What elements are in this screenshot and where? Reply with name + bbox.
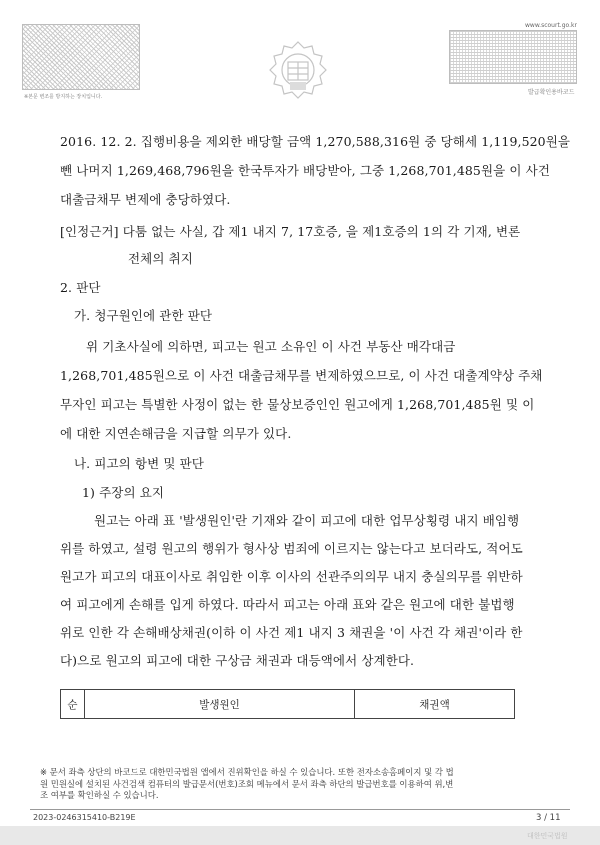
body-line: 위를 하였고, 설령 원고의 행위가 형사상 범죄에 이르지는 않는다고 보더라도, 적어도 [60,541,523,556]
right-barcode-caption: 발급확인용바코드 [528,89,575,96]
sub-heading: 가. 청구원인에 관한 판단 [74,308,213,323]
verification-barcode-right [449,30,577,84]
claims-table-header [60,689,515,719]
basis-line: 전체의 취지 [128,251,193,266]
sub-heading: 나. 피고의 항변 및 판단 [74,456,204,471]
body-line: 다)으로 원고의 피고에 대한 구상금 채권과 대등액에서 상계한다. [60,653,415,668]
table-header-index: 순 [61,690,85,718]
body-line: 무자인 피고는 특별한 사정이 없는 한 물상보증인인 원고에게 1,268,701,485원 및 이 [60,397,535,412]
sub-sub-heading: 1) 주장의 요지 [82,485,165,500]
footer-bar [0,826,600,845]
notice-line: 조 여부를 확인하실 수 있습니다. [40,790,159,800]
notice-line: ※ 문서 좌측 상단의 바코드로 대한민국법원 앱에서 진위확인을 하실 수 있습니다. 또한 전자소송홈페이지 및 각 법 [40,767,454,777]
verification-notice [40,767,560,807]
court-emblem-icon [260,38,336,102]
section-heading: 2. 판단 [60,280,101,295]
body-line: 위로 인한 각 손해배상채권(이하 이 사건 제1 내지 3 채권을 '이 사건 각 채권'이라 한 [60,625,523,640]
footer-divider [30,809,570,810]
body-line: 원고가 피고의 대표이사로 취임한 이후 이사의 선관주의의무 내지 충실의무를 위반하 [60,569,523,584]
left-barcode-caption: ※본문 변조를 방지하는 장치입니다. [24,94,103,100]
body-line: 원고는 아래 표 '발생원인'란 기재와 같이 피고에 대한 업무상횡령 내지 배임행 [94,513,520,528]
body-line: 뺀 나머지 1,269,468,796원을 한국투자가 배당받아, 그중 1,268,701,485원을 이 사건 [60,163,551,178]
issue-number: 2023-0246315410-B219E [33,813,136,822]
page-number: 3 / 11 [536,813,561,823]
table-header-amount: 채권액 [419,698,450,711]
body-line: 여 피고에게 손해를 입게 하였다. 따라서 피고는 아래 표와 같은 원고에 대한 불법행 [60,597,515,612]
table-header-cause: 발생원인 [85,690,355,718]
verification-barcode-left [22,24,140,90]
body-line: 대출금채무 변제에 충당하였다. [60,192,231,207]
issuer-name: 대한민국법원 [527,832,568,840]
body-line: 에 대한 지연손해금을 지급할 의무가 있다. [60,426,292,441]
notice-line: 원 민원실에 설치된 사건검색 컴퓨터의 발급문서(번호)조회 메뉴에서 문서 좌측 하단의 발급번호를 이용하여 위,변 [40,778,454,789]
basis-line: [인정근거] 다툼 없는 사실, 갑 제1 내지 7, 17호증, 을 제1호증의 1의 각 기재, 변론 [60,224,521,239]
body-line: 1,268,701,485원으로 이 사건 대출금채무를 변제하였으므로, 이 사건 대출계약상 주채 [60,368,543,383]
court-site-url: www.scourt.go.kr [525,22,577,29]
body-line: 위 기초사실에 의하면, 피고는 원고 소유인 이 사건 부동산 매각대금 [86,339,456,354]
body-line: 2016. 12. 2. 집행비용을 제외한 배당할 금액 1,270,588,316원 중 당해세 1,119,520원을 [60,134,571,149]
